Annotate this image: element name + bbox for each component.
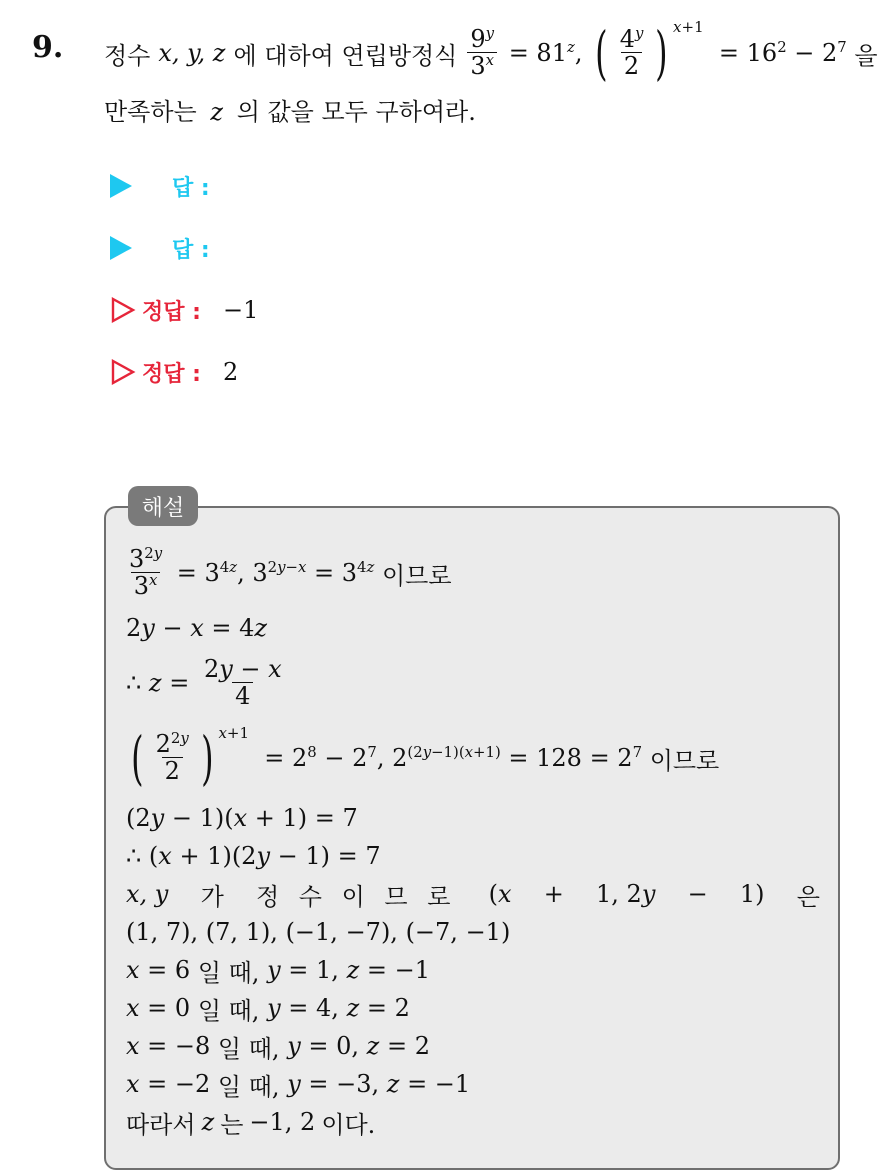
answer-label: 답 : [172, 237, 210, 263]
explanation-text: 일 때, [197, 996, 260, 1025]
explanation-line: (1, 7), (7, 1), (−1, −7), (−7, −1) [126, 918, 511, 946]
explanation-text: 은 [796, 882, 820, 911]
explanation-tag: 해설 [128, 486, 198, 526]
question-end: 을 [854, 41, 878, 70]
play-triangle-icon [110, 236, 132, 260]
question-line-2 [104, 92, 476, 127]
correct-answer-value: −1 [222, 296, 259, 324]
question-vars: x, y, z [158, 39, 226, 67]
explanation-text: 일 때, [217, 1072, 280, 1101]
answer-row-2[interactable] [110, 228, 210, 268]
outline-triangle-icon [110, 297, 136, 323]
explanation-line: ∴ z = $\frac{2y - x}{4}$ [126, 654, 282, 710]
correct-answer-label: 정답 : [142, 361, 201, 387]
question-line-1 [104, 18, 878, 88]
explanation-conclusion: 따라서 z 는 −1, 2 이다. [126, 1108, 376, 1139]
question-line2-post: 의 값을 모두 구하여라. [236, 98, 476, 126]
answer-row-1[interactable] [110, 166, 210, 206]
explanation-text: 일 때, [197, 958, 260, 987]
question-number: 9. [32, 30, 64, 65]
explanation-line: ( $\frac{2^{2y}}{2}$ ) x+1 = $2^8 - 2^7$, $2^{(2y-1)(x+1)} = 128 = 2^7$ 이므로 [131, 724, 720, 792]
eq2-fraction: $\frac{4^y}{2}$ [619, 23, 644, 80]
eq2-rhs: = $16^2 - 2^7$ [703, 38, 847, 67]
correct-answer-row-2 [110, 352, 238, 392]
explanation-line: x = 6 일 때, y = 1, z = −1 [126, 954, 430, 986]
explanation-line: (2y − 1)(x + 1) = 7 [126, 804, 358, 832]
explanation-line: x = −2 일 때, y = −3, z = −1 [126, 1068, 470, 1100]
explanation-line: 2y − x = 4z [126, 614, 268, 642]
answer-label: 답 : [172, 175, 210, 201]
explanation-line: ∴ (x + 1)(2y − 1) = 7 [126, 842, 381, 870]
explanation-line: $\frac{3^{2y}}{3^x}$ = $3^{4z}$, $3^{2y-x} = 3^{4z}$ 이므로 [129, 543, 452, 600]
explanation-line: x = −8 일 때, y = 0, z = 2 [126, 1030, 430, 1062]
explanation-line: x, y 가 정 수 이 므 로 (x + 1, 2y − 1) 은 [126, 878, 820, 910]
explanation-line: x = 0 일 때, y = 4, z = 2 [126, 992, 410, 1024]
question-mid: 에 대하여 연립방정식 [233, 41, 458, 70]
explanation-text: 이므로 [649, 746, 720, 775]
question-intro: 정수 [104, 41, 151, 70]
explanation-text: 가 [200, 882, 224, 911]
eq1-fraction: $\frac{9^y}{3^x}$ [467, 26, 497, 81]
correct-answer-value: 2 [222, 358, 239, 386]
right-paren: ) [655, 19, 668, 87]
left-paren: ( [595, 19, 608, 87]
explanation-text: 정 수 이 므 로 [255, 882, 457, 911]
correct-answer-row-1 [110, 290, 258, 330]
explanation-text: 일 때, [217, 1034, 280, 1063]
play-triangle-icon [110, 174, 132, 198]
question-line2-var: z [210, 98, 224, 126]
explanation-text: 이므로 [381, 561, 452, 590]
eq1-rhs: = $81^z$, [501, 38, 591, 67]
eq2-exponent: x+1 [673, 18, 704, 36]
correct-answer-label: 정답 : [142, 299, 201, 325]
question-line2-pre: 만족하는 [104, 98, 197, 126]
outline-triangle-icon [110, 359, 136, 385]
